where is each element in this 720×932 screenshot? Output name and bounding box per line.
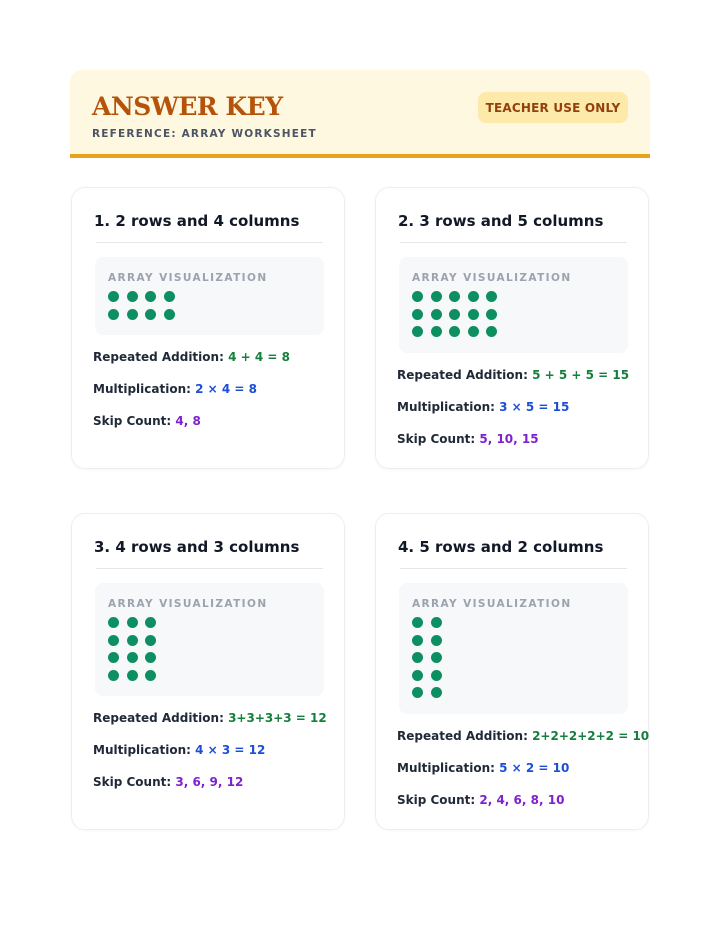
viz-label: ARRAY VISUALIZATION [108, 272, 268, 284]
dot-row [108, 652, 164, 670]
dot-row [108, 635, 164, 653]
multiplication-value: 5 × 2 = 10 [499, 761, 570, 775]
array-dot [412, 291, 423, 302]
array-dot [431, 635, 442, 646]
dot-row [412, 617, 449, 635]
answer-key-header [70, 70, 650, 158]
array-dot [412, 652, 423, 663]
skip-count-label: Skip Count: [397, 793, 476, 807]
array-dot [412, 326, 423, 337]
page-title: ANSWER KEY [92, 92, 283, 121]
array-dot [145, 291, 156, 302]
skip-count-value: 5, 10, 15 [479, 432, 539, 446]
divider [400, 568, 627, 569]
dot-grid [108, 291, 182, 326]
array-dot [486, 309, 497, 320]
multiplication-label: Multiplication: [397, 400, 495, 414]
repeated-addition-label: Repeated Addition: [397, 729, 528, 743]
repeated-addition-value: 5 + 5 + 5 = 15 [532, 368, 630, 382]
array-dot [412, 635, 423, 646]
array-dot [145, 652, 156, 663]
skip-count-value: 2, 4, 6, 8, 10 [479, 793, 565, 807]
multiplication-label: Multiplication: [93, 382, 191, 396]
array-dot [431, 670, 442, 681]
array-dot [468, 326, 479, 337]
problem-title: 2. 3 rows and 5 columns [398, 212, 604, 230]
array-dot [164, 291, 175, 302]
problem-card-1 [71, 187, 345, 469]
array-dot [412, 309, 423, 320]
skip-count-value: 4, 8 [175, 414, 201, 428]
multiplication-value: 4 × 3 = 12 [195, 743, 266, 757]
array-dot [449, 326, 460, 337]
array-dot [431, 326, 442, 337]
skip-count-label: Skip Count: [93, 775, 172, 789]
skip-count-line [93, 775, 243, 789]
dot-row [412, 291, 505, 309]
multiplication-label: Multiplication: [93, 743, 191, 757]
array-dot [145, 617, 156, 628]
array-visualization [399, 583, 628, 714]
array-dot [108, 291, 119, 302]
array-dot [449, 309, 460, 320]
array-dot [127, 291, 138, 302]
dot-row [412, 309, 505, 327]
repeated-addition-value: 3+3+3+3 = 12 [228, 711, 327, 725]
repeated-addition-value: 4 + 4 = 8 [228, 350, 290, 364]
dot-row [108, 291, 182, 309]
array-dot [468, 309, 479, 320]
repeated-addition-line [93, 350, 290, 364]
array-dot [145, 670, 156, 681]
array-dot [431, 309, 442, 320]
array-dot [145, 309, 156, 320]
dot-grid [108, 617, 164, 687]
page-subtitle: REFERENCE: ARRAY WORKSHEET [92, 128, 317, 140]
array-dot [468, 291, 479, 302]
dot-row [412, 670, 449, 688]
repeated-addition-label: Repeated Addition: [93, 711, 224, 725]
array-dot [108, 670, 119, 681]
array-dot [127, 617, 138, 628]
array-dot [449, 291, 460, 302]
viz-label: ARRAY VISUALIZATION [108, 598, 268, 610]
problem-title: 1. 2 rows and 4 columns [94, 212, 300, 230]
divider [96, 568, 323, 569]
array-visualization [95, 583, 324, 696]
array-dot [127, 635, 138, 646]
array-dot [127, 309, 138, 320]
viz-label: ARRAY VISUALIZATION [412, 272, 572, 284]
repeated-addition-label: Repeated Addition: [397, 368, 528, 382]
array-dot [431, 687, 442, 698]
multiplication-value: 3 × 5 = 15 [499, 400, 570, 414]
array-dot [486, 326, 497, 337]
skip-count-line [397, 793, 564, 807]
array-dot [412, 687, 423, 698]
multiplication-line [397, 761, 569, 775]
dot-grid [412, 291, 505, 344]
repeated-addition-value: 2+2+2+2+2 = 10 [532, 729, 650, 743]
skip-count-label: Skip Count: [397, 432, 476, 446]
array-dot [412, 670, 423, 681]
array-dot [108, 309, 119, 320]
skip-count-label: Skip Count: [93, 414, 172, 428]
array-dot [145, 635, 156, 646]
dot-row [108, 670, 164, 688]
skip-count-value: 3, 6, 9, 12 [175, 775, 244, 789]
dot-row [412, 326, 505, 344]
array-dot [127, 652, 138, 663]
dot-row [412, 687, 449, 705]
skip-count-line [397, 432, 539, 446]
dot-row [108, 309, 182, 327]
repeated-addition-line [397, 368, 629, 382]
problem-card-4 [375, 513, 649, 830]
dot-row [108, 617, 164, 635]
array-dot [486, 291, 497, 302]
teacher-use-badge: TEACHER USE ONLY [478, 92, 628, 123]
multiplication-line [93, 743, 265, 757]
problem-card-3 [71, 513, 345, 830]
skip-count-line [93, 414, 201, 428]
array-dot [431, 291, 442, 302]
array-dot [108, 635, 119, 646]
dot-grid [412, 617, 449, 705]
multiplication-value: 2 × 4 = 8 [195, 382, 257, 396]
array-visualization [399, 257, 628, 353]
multiplication-line [397, 400, 569, 414]
array-dot [431, 652, 442, 663]
viz-label: ARRAY VISUALIZATION [412, 598, 572, 610]
array-dot [412, 617, 423, 628]
divider [96, 242, 323, 243]
divider [400, 242, 627, 243]
dot-row [412, 635, 449, 653]
repeated-addition-line [397, 729, 649, 743]
array-dot [108, 617, 119, 628]
array-dot [127, 670, 138, 681]
multiplication-line [93, 382, 257, 396]
dot-row [412, 652, 449, 670]
array-dot [108, 652, 119, 663]
array-visualization [95, 257, 324, 335]
problem-title: 4. 5 rows and 2 columns [398, 538, 604, 556]
problem-title: 3. 4 rows and 3 columns [94, 538, 300, 556]
repeated-addition-line [93, 711, 327, 725]
multiplication-label: Multiplication: [397, 761, 495, 775]
problem-card-2 [375, 187, 649, 469]
array-dot [164, 309, 175, 320]
repeated-addition-label: Repeated Addition: [93, 350, 224, 364]
array-dot [431, 617, 442, 628]
